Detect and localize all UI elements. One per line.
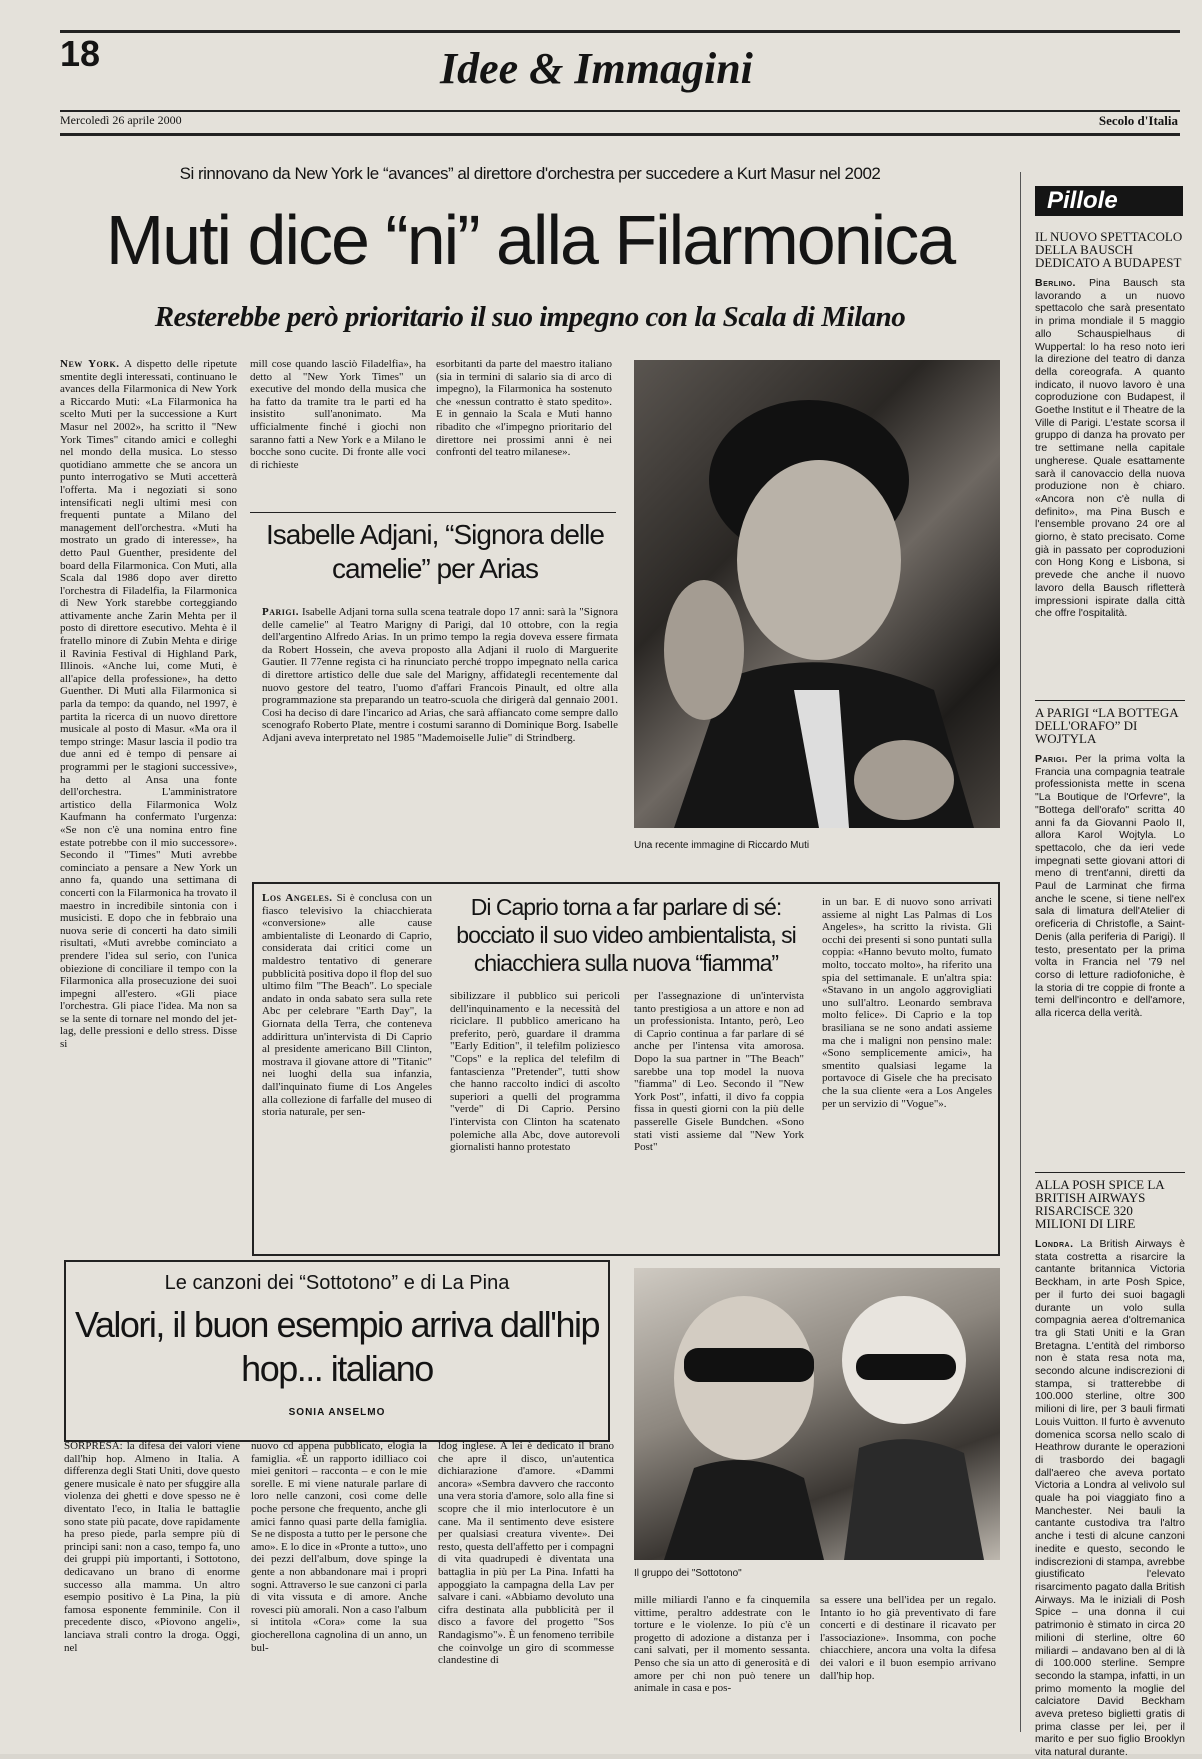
sottotono-byline: SONIA ANSELMO — [288, 1407, 386, 1418]
muti-caption: Una recente immagine di Riccardo Muti — [634, 840, 810, 851]
pillole-item-text: La British Airways è stata costretta a risarcire la cantante britannica Victoria Beckham, in arte Posh Spice, per il furto dei suoi bagagli durante un volo sulla compagnia aerea d'oltremanica tra gli Stati Uniti e la Gran Bretagna. L'entità del rimborso non è stata resa nota ma, secondo alcune indiscrezioni di stampa, si tratterebbe di 100.000 sterline, oltre 300 milioni di lire, per 3 bauli firmati Louis Vuitton. Il furto è avvenuto domenica scorsa nello scalo di Heathrow durante le operazioni di trasbordo dei bagagli dall'aereo che aveva portato Victoria a Londra al velivolo sul quale ha poi viaggiato fino a Manchester. Nei bauli la cantante custodiva tra l'altro anche i testi di alcune canzoni inedite e questo, secondo le indiscrezioni di stampa, avrebbe giustificato l'elevato risarcimento pagato dalla British Airways. Ma le iniziali di Posh Spice – una donna il cui patrimonio è stimato in circa 20 milioni di sterline, oltre 60 miliardi – andavano ben al di là di 100.000 sterline. Sempre secondo la stampa, infatti, in un primo momento la moglie del calciatore David Beckham aveva preteso biglietti gratis di prima classe per lei, per il marito e per suo figlio Brooklyn vita natural durante. — [1035, 1238, 1185, 1759]
masthead-rule — [60, 110, 1180, 112]
pillole-sidebar — [1020, 172, 1191, 1759]
muti-kicker: Si rinnovano da New York le “avances” al direttore d'orchestra per succedere a Kurt Masur nel 2002 — [179, 164, 881, 183]
sottotono-group-icon — [634, 1268, 1000, 1560]
adjani-headline: Isabelle Adjani, “Signora delle camelie” per Arias — [266, 519, 604, 584]
masthead-rule-bottom — [60, 133, 1180, 136]
pillole-item-body — [1035, 277, 1185, 681]
pillole-item — [1035, 706, 1185, 1157]
adjani-rule — [250, 512, 616, 513]
pillole-item — [1035, 230, 1185, 681]
dicaprio-col4: in un bar. E di nuovo sono arrivati assieme al night Las Palmas di Los Angeles», ha scritto la rivista. Gli occhi dei presenti si sono puntati sulla coppia: «Hanno bevuto molto, fumato molto, toccato molto», ha riferito una spia del settimanale. E un'altra spia: «Stavano in un angolo aggrovigliati uno sull'altro. Leonardo sembrava molto felice». Di Caprio e la top brasiliana se ne sono andati assieme ma che i maligni non pensino male: «Sono semplicemente amici», ha smentito qualsiasi legame la portavoce di Gisele che ha precisato che la sua cliente «era a Los Angeles per un servizio di "Vogue"». — [822, 896, 992, 1110]
sottotono-col2: nuovo cd appena pubblicato, elogia la famiglia. «È un rapporto idilliaco coi miei genitori – racconta – e con le mie sorelle. E mi viene naturale parlare di loro nelle canzoni, così come delle poche persone che frequento, anche gli amici fanno quasi parte della famiglia. Se ne disposta a tutto per le persone che amo». E lo dice in «Pronte a tutto», uno dei pezzi dell'album, dove spinge la gente a non abbandonare mai i propri sogni. Attraverso le sue canzoni ci parla di vita vissuta e di amore. Anche rovesci più amorali. Non a caso l'album si intitola «Cora» come la sua giocherellona cagnolina di un anno, un bul- — [251, 1440, 427, 1654]
muti-subhead: Resterebbe però prioritario il suo impegno con la Scala di Milano — [154, 301, 906, 333]
newspaper-name: Secolo d'Italia — [1098, 113, 1178, 128]
pillole-item-text: Pina Bausch sta lavorando a un nuovo spettacolo che sarà presentato in prima mondiale il 5 maggio allo Schauspielhaus di Wuppertal: lo ha reso noto ieri la direzione del teatro di danza della coreografa. A quanto indicato, il nuovo lavoro è una coproduzione con Budapest, il Goethe Institut e il Theatre de la Ville di Parigi. L'estate scorsa il gruppo di danza ha provato per tre settimane nella capitale ungherese. Quale esattamente sarà il canovaccio della nuova produzione non è chiaro. «Ancora non c'è nulla di definito», ma Pina Busch e l'ensemble provano 24 ore al giorno, è stato precisato. Come già in passato per coproduzioni con Hong Kong e Lisbona, si prevede che anche il nuovo lavoro della Bausch rifletterà impressioni ispirate dalla città che offre l'ospitalità. — [1035, 277, 1185, 620]
muti-headline: Muti dice “ni” alla Filarmonica — [105, 201, 955, 279]
pillole-item-body — [1035, 753, 1185, 1157]
pillole-item-text: Per la prima volta la Francia una compagnia teatrale professionista mette in scena "La Boutique de l'Orfevre", la "Bottega dell'orafo" scritta 40 anni fa da Giovanni Paolo II, allora Karol Wojtyla. Lo spettacolo, che da ieri vede impegnati sette giovani attori di meno di trent'anni, diretti da Paul de Larminat che firma anche le scene, si tiene nell'ex sala di limatura dell'Atelier di oreficeria di Christofle, a Saint-Denis (alla periferia di Parigi). Il testo, presentato per la prima volta in Francia nel '79 nel corso di letture radiofoniche, è la storia di tre coppie di fronte a temi dell'incontro e dell'amore, alla ricerca della verità. — [1035, 753, 1185, 1020]
dicaprio-col3: per l'assegnazione di un'intervista tanto prestigiosa a un attore e non ad un professionista. Intanto, però, Leo di Caprio continua a far parlare di sé anche per l'intensa vita amorosa. Dopo la sua partner in "The Beach" sarebbe una top model la nuova "fiamma" di Leo. Secondo il "New York Post", infatti, il divo fa coppia fissa in questi giorni con la più delle passerelle Gisele Bundchen. «Sono stati visti assieme dal "New York Post" — [634, 990, 804, 1154]
pillole-title: Pillole — [1047, 187, 1118, 214]
pillole-item — [1035, 1177, 1185, 1759]
sottotono-photo — [634, 1268, 1000, 1560]
adjani-body — [262, 606, 618, 844]
pillole-item-head: A PARIGI “LA BOTTEGA DELL'ORAFO” DI WOJTYLA — [1035, 705, 1178, 746]
sottotono-col4: mille miliardi l'anno e fa cinquemila vittime, peraltro addestrate con le torture e le violenze. Io più c'è un progetto di adozione a distanza per i cani salvati, per il momento sessanta. Penso che sia un atto di generosità e di amore per chi non può tenere un animale in casa e pos- — [634, 1594, 810, 1695]
muti-col1 — [60, 358, 237, 1253]
sottotono-col1: SORPRESA: la difesa dei valori viene dall'hip hop. Almeno in Italia. A differenza degli Stati Uniti, dove questo genere musicale è nato per sfuggire alla violenza dei ghetti e dove spesso ne è diventato l'eco, in Italia le battaglie sono state più pacate, dove rapidamente ha preso piede, parla sempre più di principi sani: non a caso, tempo fa, uno dei gruppi più importanti, i Sottotono, dedicavano un brano di enorme successo alla mamma. Un altro esempio positivo è La Pina, la più famosa esponente femminile. Con il precedente disco, «Piovono angeli», lanciava strali contro la droga. Oggi, nel — [64, 1440, 240, 1654]
dicaprio-dateline: Los Angeles. — [262, 892, 333, 904]
pillole-item-head: ALLA POSH SPICE LA BRITISH AIRWAYS RISARCISCE 320 MILIONI DI LIRE — [1035, 1177, 1164, 1231]
sottotono-headline: Valori, il buon esempio arriva dall'hip hop... italiano — [74, 1304, 599, 1389]
top-rule — [60, 30, 1180, 33]
dicaprio-col1 — [262, 892, 432, 1250]
pillole-item-dateline: Londra. — [1035, 1238, 1074, 1250]
sottotono-col3: ldog inglese. A lei è dedicato il brano che apre il disco, un'autentica dichiarazione d'amore. «Dammi ancora» «Sembra davvero che racconto una vera storia d'amore, solo alla fine si scopre che il mio interlocutore è un cane. Ma il sentimento deve esistere per qualsiasi creatura vivente». Dei resto, questa dell'affetto per i compagni di vita quadrupedi è diventata una battaglia in più per La Pina. Infatti ha appoggiato la campagna della Lav per salvare i cani. «Abbiamo devoluto una cifra destinata alla pubblicità per il disco a favore del progetto "Sos Randagismo"». È un fenomeno terribile che coinvolge un giro di scommesse clandestine di — [438, 1440, 614, 1667]
section-title: Idee & Immagini — [440, 44, 753, 93]
pillole-item-head: IL NUOVO SPETTACOLO DELLA BAUSCH DEDICATO A BUDAPEST — [1035, 229, 1183, 270]
muti-photo — [634, 360, 1000, 828]
adjani-text: Isabelle Adjani torna sulla scena teatrale dopo 17 anni: sarà la "Signora delle camelie" al Teatro Marigny di Parigi, dal 10 ottobre, con la regia dell'argentino Alfredo Arias. In un primo tempo la regia doveva essere firmata da Robert Hossein, che aveva proposto alla Adjani il ruolo di Marguerite Gautier. Il 77enne regista ci ha rinunciato perché troppo impegnato nella carica di direttore artistico delle due sale del Marigny, affidategli recentemente dal nuovo gestore del teatro, l'uomo d'affari Francois Pinault, ed oltre alla programmazione sta preparando un teatro-scuola che dirigerà dal gennaio 2001. Così ha deciso di dare l'incarico ad Arias, che sarà affiancato come sempre dallo scenografo Roberto Plate, mentre i costumi saranno di Dominique Borg. Isabelle Adjani aveva interpretato nel 1985 "Mademoiselle Julie" di Strindberg. — [262, 606, 618, 744]
pillole-divider — [1035, 700, 1185, 701]
pillole-item-body — [1035, 1238, 1185, 1759]
adjani-dateline: Parigi. — [262, 606, 299, 618]
muti-dateline: New York. — [60, 358, 120, 370]
dicaprio-col1-text: Si è conclusa con un fiasco televisivo la chiacchierata «conversione» alle cause ambientaliste di Leonardo di Caprio, considerata dai critici come un maldestro tentativo di generare pubblicità positiva dopo il flop del suo ultimo film "The Beach". Lo speciale andato in onda sabato sera sulla rete Abc per celebrare "Earth Day", la Giornata della Terra, che conteneva addirittura un'intervista di Di Caprio al presidente americano Bill Clinton, mostrava il giovane attore di "Titanic" nei luoghi della sua infanzia, dall'inquinato fiume di Los Angeles alla collezione di farfalle del museo di storia naturale, per sen- — [262, 892, 432, 1119]
sottotono-col5: sa essere una bell'idea per un regalo. Intanto io ho già preventivato di fare concerti e di destinare il ricavato per l'associazione». Insomma, con poche chiacchiere, ancora una volta la difesa dei valori e il buon esempio arrivano dall'hip hop. — [820, 1594, 996, 1682]
muti-col2: mill cose quando lasciò Filadelfia», ha detto al "New York Times" un executive del mondo della musica che ha fatto da tramite tra le parti ed ha insistito sull'anonimato. Ma ufficialmente finché i giochi non saranno fatti a New York e a Milano le bocche sono cucite. Di fronte alle voci di richieste — [250, 358, 426, 471]
pillole-item-dateline: Parigi. — [1035, 753, 1068, 765]
sottotono-caption: Il gruppo dei "Sottotono" — [634, 1568, 742, 1579]
page-number: 18 — [60, 33, 101, 74]
issue-date: Mercoledì 26 aprile 2000 — [60, 113, 182, 127]
dicaprio-headline: Di Caprio torna a far parlare di sé: bocciato il suo video ambientalista, si chiacchiera sulla nuova “fiamma” — [456, 894, 796, 976]
muti-col1-text: A dispetto delle ripetute smentite degli interessati, continuano le avances della Filarmonica di New York a Riccardo Muti: «La Filarmonica ha scelto Muti per la successione a Kurt Masur nel 2002», ha scritto il "New York Times" citando amici e colleghi nel mondo della musica. Lo stesso quotidiano ammette che se ancora un punto interrogativo se Muti accetterà l'offerta. Ma i negoziati si sono intensificati negli ultimi mesi con frequenti puntate a Milano del management dell'orchestra. «Muti ha mostrato un grado di interesse», ha detto Paul Guenther, presidente del board della Filarmonica. Con Muti, alla Scala dal 1986 dopo aver diretto l'orchestra di Filadelfia, la Filarmonica di New York starebbe corteggiando attivamente anche Zarin Mehta per il posto di direttore esecutivo. Mehta è il fratello minore di Zubin Mehta e dirige il Ravinia Festival di Highland Park, Illinois. «Anche lui, come Muti, è all'apice della professione», ha detto Guenther. Di Muti alla Filarmonica si parla da tempo: da quando, nel 1997, è partita la ricerca di un nuovo direttore musicale al posto di Masur. «Ma ora il tempo stringe: Masur lascia il podio tra due anni ed è tempo di pensare ai programmi per le stagioni successive», ha detto al Ansa una fonte dell'orchestra. L'amministratore artistico della Filarmonica Wolz Kaufmann ha confermato l'urgenza: «Se non c'è una nomina entro fine estate potrebbe con il mio successore». Secondo il "Times" Muti avrebbe cominciato a pensare a New York un anno fa, quando una settimana di concerti con la Filarmonica ha trovato il maestro in incredibile sintonia con i musicisti. E dopo che in febbraio una nuova serie di concerti ha dato simili risultati, «Muti avrebbe cominciato a prendere l'idea sul serio, con l'unica obiezione di conciliare il tempo con la Filarmonica alla prosecuzione dei suoi impegni all'estero. «Gli piace l'orchestra. Gli piace l'idea. Ma non sa se la sente di tornare nel mondo del jet-lag, delle pressioni e dello stress. Disse si — [60, 358, 237, 1051]
pillole-title-banner — [1035, 186, 1183, 216]
muti-portrait-icon — [634, 360, 1000, 828]
pillole-item-dateline: Berlino. — [1035, 277, 1076, 289]
sottotono-kicker: Le canzoni dei “Sottotono” e di La Pina — [164, 1272, 510, 1294]
pillole-divider — [1035, 1172, 1185, 1173]
dicaprio-col2: sibilizzare il pubblico sui pericoli dell'inquinamento e la necessità del riciclare. Il pubblico americano ha preferito, però, guardare il dramma "Early Edition", il telefilm poliziesco "Cops" e la replica del telefilm di fantascienza "Pretender", tutti show che hanno raccolto indici di ascolto superiori a quelli del programma "verde" di Di Caprio. Persino l'intervista con Clinton ha scatenato polemiche alla Abc, dove autorevoli giornalisti hanno protestato — [450, 990, 620, 1154]
muti-col3: esorbitanti da parte del maestro italiano (sia in termini di salario sia di arco di impegno), la Filarmonica ha sostenuto che «nessun contratto è stato spedito». E in gennaio la Scala e Muti hanno ribadito che «l'impegno prioritario del direttore nei prossimi anni è nei confronti del teatro milanese». — [436, 358, 612, 459]
